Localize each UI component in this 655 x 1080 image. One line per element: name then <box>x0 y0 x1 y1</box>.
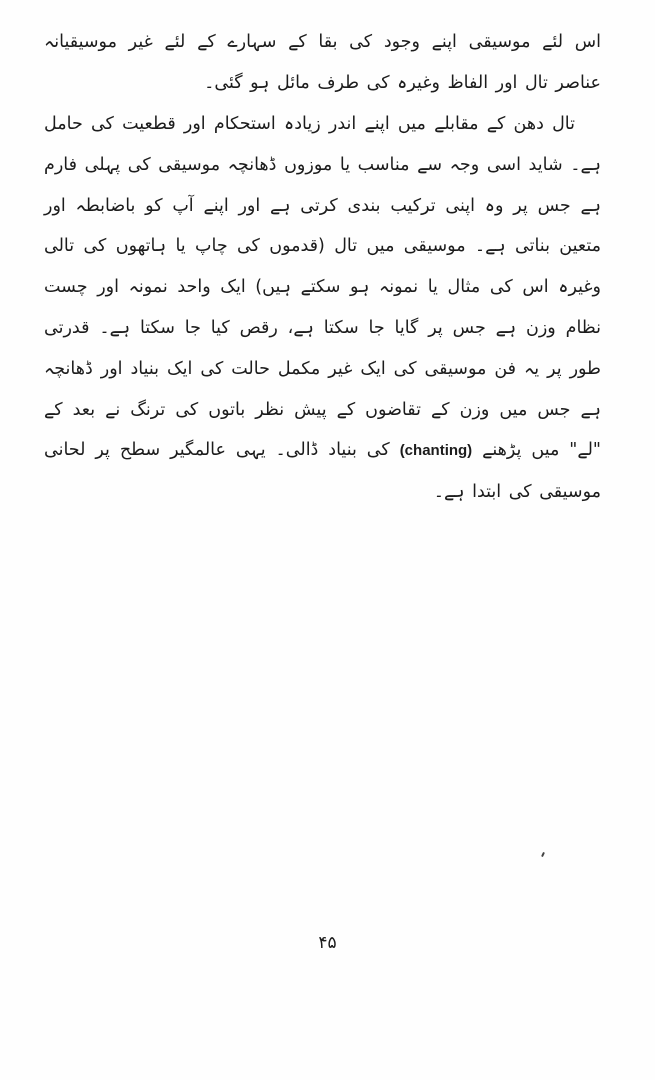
ink-speck <box>541 852 545 857</box>
paragraph-second-text-end: کی بنیاد ڈالی۔ یہی عالمگیر سطح پر لحانی موسیقی کی ابتدا ہے۔ <box>44 440 601 503</box>
paragraph-second-text-start: تال دھن کے مقابلے میں اپنے اندر زیادہ استحکام اور قطعیت کی حامل ہے۔ شاید اسی وجہ سے مناسب یا موزوں ڈھانچہ موسیقی کی پہلی فارم ہے جس پر وہ اپنی ترکیب بندی کرتی ہے اور اپنے آپ کو باضابطہ اور متعین بناتی ہے۔ موسیقی میں تال (قدموں کی چاپ یا ہاتھوں کی تالی وغیرہ اس کی مثال یا نمونہ ہو سکتے ہیں) ایک واحد نمونہ اور چست نظام وزن ہے جس پر گایا جا سکتا ہے، رقص کیا جا سکتا ہے۔ قدرتی طور پر یہ فن موسیقی کی ایک غیر مکمل حالت کی ایک بنیاد اور ڈھانچہ ہے جس میں وزن کے تقاضوں کے پیش نظر باتوں کی ترنگ نے بعد کے "لے" میں پڑھنے <box>44 114 601 461</box>
paragraph-first: اس لئے موسیقی اپنے وجود کی بقا کے سہارے کے لئے غیر موسیقیانہ عناصر تال اور الفاظ وغیرہ کی طرف مائل ہو گئی۔ <box>44 32 601 93</box>
chanting-term: (chanting) <box>399 442 473 460</box>
paragraph-second <box>44 104 601 513</box>
page-number: ۴۵ <box>318 933 337 953</box>
